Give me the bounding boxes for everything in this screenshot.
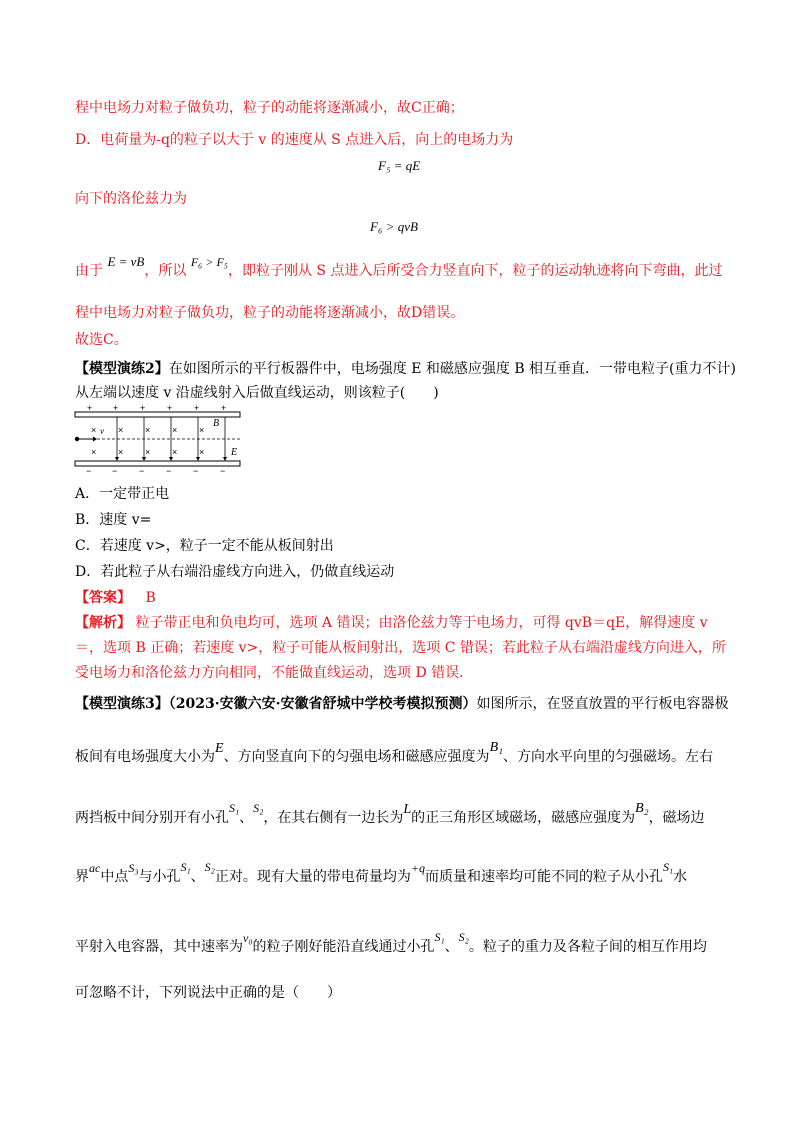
q3-text: 、方向竖直向下的匀强电场和磁感应强度为 [223, 749, 490, 765]
symbol-v0: v₀ [243, 931, 253, 945]
plus-sign: + [221, 405, 227, 413]
q3-stem-line-6: 可忽略不计，下列说法中正确的是（ ） [75, 985, 341, 1001]
q3-text: 水 [673, 869, 688, 885]
q3-stem-line-5 [75, 930, 707, 957]
explanation-tag: 【解析】 [75, 615, 131, 631]
minus-sign: − [220, 466, 226, 475]
separator: 、 [239, 810, 254, 826]
q2-answer-line [75, 588, 156, 608]
symbol-e: E [215, 741, 224, 756]
q2-option-c: C．若速度 v>，粒子一定不能从板间射出 [75, 538, 334, 554]
q3-stem-line-1 [75, 694, 728, 714]
symbol-s1: S₁ [229, 801, 240, 815]
text-since: 由于 [75, 263, 103, 279]
symbol-plus-q: +q [410, 861, 425, 875]
plus-sign: + [113, 405, 119, 413]
q3-text: 。粒子的重力及各粒子间的相互作用均 [468, 939, 707, 955]
q3-source: （2023·安徽六安·安徽省舒城中学校考模拟预测） [168, 696, 477, 712]
cross-mark: × [199, 425, 205, 435]
symbol-s2: S₂ [204, 860, 215, 874]
minus-sign: − [166, 466, 172, 475]
q3-text: 的粒子刚好能沿直线通过小孔 [252, 939, 435, 955]
plus-sign: + [87, 405, 93, 413]
q3-stem-line-4 [75, 860, 688, 887]
q3-text: ，磁场边 [648, 810, 705, 826]
minus-sign: − [112, 466, 118, 475]
field-lines [115, 417, 227, 461]
cross-mark: × [145, 447, 151, 457]
q2-stem-line-1 [75, 359, 736, 379]
particle-dot [75, 437, 79, 441]
solution-line-1: 程中电场力对粒子做负功，粒子的动能将逐渐减小，故C正确； [75, 100, 464, 116]
q3-text: 而质量和速率均可能不同的粒子从小孔 [424, 869, 663, 885]
plus-sign: + [167, 405, 173, 413]
minus-sign: − [139, 466, 145, 475]
velocity-selector-figure [73, 405, 245, 475]
q3-text: 中点 [100, 869, 129, 885]
symbol-ac: ac [89, 861, 101, 875]
symbol-s3: S₃ [128, 861, 139, 875]
bottom-plate [75, 461, 240, 466]
symbol-s1: S₁ [180, 860, 191, 874]
label-e: E [231, 447, 238, 458]
symbol-s2: S₂ [458, 930, 469, 944]
symbol-s1: S₁ [662, 860, 674, 874]
inline-eq-e-vb: E = vB [107, 254, 145, 269]
velocity-arrowhead [93, 437, 97, 442]
cross-mark: × [145, 425, 151, 435]
answer-value: B [145, 590, 156, 606]
symbol-b2: B₂ [635, 801, 649, 816]
solution-line-6: 故选C。 [75, 332, 128, 348]
q3-text: ，在其右侧有一边长为 [263, 810, 404, 826]
plus-sign: + [194, 405, 200, 413]
symbol-s1: S₁ [434, 930, 445, 944]
q3-tag: 【模型演练3】 [75, 696, 169, 712]
plus-sign: + [140, 405, 146, 413]
q3-text: 板间有电场强度大小为 [75, 749, 215, 765]
cross-mark: × [118, 447, 124, 457]
q3-stem-line-2 [75, 740, 713, 768]
cross-mark: × [91, 425, 97, 435]
solution-line-3: 向下的洛伦兹力为 [75, 191, 187, 207]
magnetic-crosses [91, 425, 204, 457]
q3-stem-start: 如图所示，在竖直放置的平行板电容器极 [476, 696, 729, 712]
q3-text: 与小孔 [138, 869, 181, 885]
label-b: B [213, 418, 220, 429]
symbol-s2: S₂ [253, 801, 264, 815]
text-so: ，所以 [144, 263, 187, 279]
q3-text: 的正三角形区域磁场，磁感应强度为 [411, 810, 636, 826]
minus-signs [86, 466, 225, 475]
label-v: v [100, 426, 104, 436]
minus-sign: − [86, 466, 92, 475]
cross-mark: × [118, 425, 124, 435]
q3-text: 界 [75, 869, 89, 885]
text-conclusion: ，即粒子刚从 S 点进入后所受合力竖直向下，粒子的运动轨迹将向下弯曲，此过 [227, 263, 723, 279]
symbol-b1: B₁ [489, 740, 503, 755]
q2-explanation-line-2: ＝，选项 B 正确；若速度 v>，粒子可能从板间射出，选项 C 错误；若此粒子从右端沿虚线方向进入，所 [75, 640, 726, 656]
equation-f5: F₅ = qE [378, 158, 421, 173]
q2-option-b: B．速度 v= [75, 512, 152, 528]
q3-text: 、方向水平向里的匀强磁场。左右 [502, 749, 713, 765]
top-plate [75, 412, 240, 417]
cross-mark: × [199, 447, 205, 457]
solution-line-2: D．电荷量为-q的粒子以大于 v 的速度从 S 点进入后，向上的电场力为 [75, 132, 514, 148]
cross-mark: × [91, 447, 97, 457]
q3-text: 平射入电容器，其中速率为 [75, 939, 243, 955]
cross-mark: × [172, 447, 178, 457]
equation-f6: F₆ > qvB [370, 219, 418, 234]
minus-sign: − [193, 466, 199, 475]
q2-tag: 【模型演练2】 [75, 361, 169, 377]
symbol-l: L [403, 802, 412, 817]
separator: 、 [190, 869, 205, 885]
solution-line-5: 程中电场力对粒子做负功，粒子的动能将逐渐减小，故D错误。 [75, 305, 465, 321]
q2-option-d: D．若此粒子从右端沿虚线方向进入，仍做直线运动 [75, 564, 395, 580]
explanation-text-1: 粒子带正电和负电均可，选项 A 错误；由洛伦兹力等于电场力，可得 qvB＝qE，解得速度 v [135, 615, 708, 631]
separator: 、 [444, 939, 459, 955]
q2-stem-text: 在如图所示的平行板器件中，电场强度 E 和磁感应强度 B 相互垂直．一带电粒子(重力不计) [168, 361, 736, 377]
q2-option-a: A．一定带正电 [75, 486, 170, 502]
answer-tag: 【答案】 [75, 590, 131, 606]
cross-mark: × [172, 425, 178, 435]
inline-eq-f6-f5: F₆ > F₅ [190, 255, 228, 269]
q2-explanation-line-3: 受电场力和洛伦兹力方向相同，不能做直线运动，选项 D 错误． [75, 665, 474, 681]
q3-stem-line-3 [75, 801, 705, 829]
q2-explanation-line-1 [75, 613, 708, 633]
q2-stem-line-2: 从左端以速度 v 沿虚线射入后做直线运动，则该粒子( ) [75, 385, 439, 401]
solution-line-4 [75, 254, 723, 281]
q3-text: 正对。现有大量的带电荷量均为 [214, 869, 411, 885]
q3-text: 两挡板中间分别开有小孔 [75, 810, 229, 826]
